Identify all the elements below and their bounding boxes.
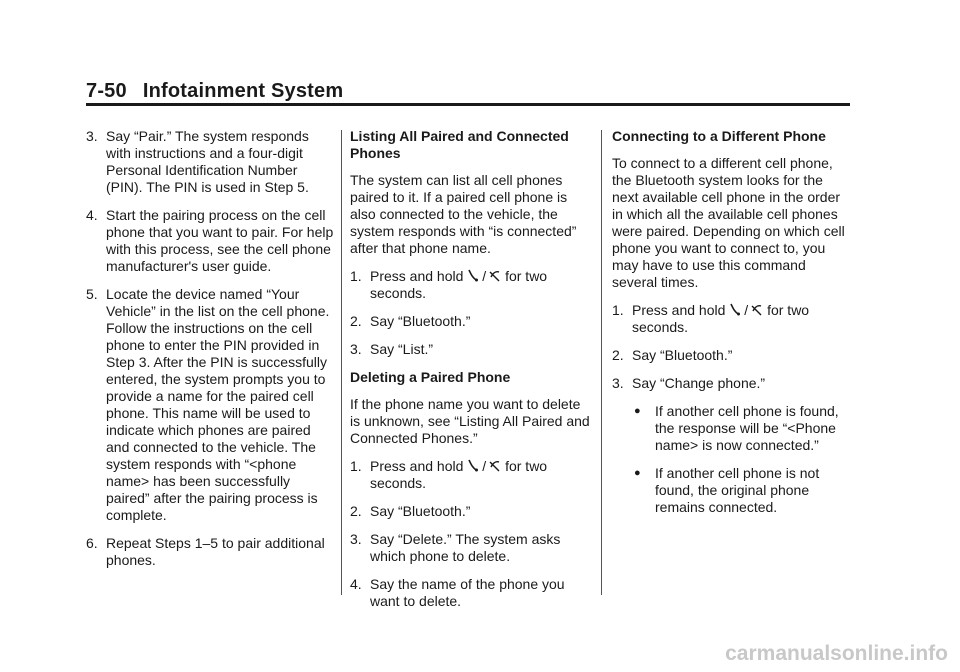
end-call-mute-icon [489, 459, 501, 473]
step-text: Say the name of the phone you want to delete. [370, 576, 565, 609]
step-number: 2. [350, 503, 362, 519]
step-number: 3. [350, 531, 362, 547]
column-1 [86, 128, 336, 580]
step-text: Locate the device named “Your Vehicle” in the list on the cell phone. Follow the instructions on the cell phone to enter the PIN provided in Step 3. After the PIN is successfully entered, the system prompts you to provide a name for the paired cell phone. This name will be used to indicate which phones are paired and connected to the vehicle. The system responds with “<phone name> has been successfully paired” after the pairing process is complete. [106, 286, 330, 523]
step-number: 2. [612, 347, 624, 363]
header-rule [86, 103, 850, 106]
step-number: 1. [350, 458, 362, 474]
step-number: 4. [350, 576, 362, 592]
step-text-prefix: Press and hold [370, 268, 464, 284]
icon-separator: / [744, 302, 749, 318]
step-text: Say “Bluetooth.” [632, 347, 733, 363]
bullet-dot: ● [634, 405, 641, 417]
step-number: 1. [612, 302, 624, 318]
list-item [350, 503, 590, 520]
paragraph: To connect to a different cell phone, the Bluetooth system looks for the next available cell phone in the order in which all the available cell phones were paired. Depending on which cell phone you want to connect to, you may have to use this command several times. [612, 155, 845, 290]
list-item [350, 341, 590, 358]
step-text [632, 302, 852, 336]
step-text-suffix: for two seconds. [370, 458, 548, 491]
bullet-text: If another cell phone is found, the response will be “<Phone name> is now connected.” [655, 403, 839, 453]
step-text [370, 458, 590, 492]
page-header [86, 80, 343, 103]
step-number: 3. [350, 341, 362, 357]
list-item [612, 302, 852, 336]
column-2 [350, 128, 590, 621]
column-3 [612, 128, 852, 527]
step-text [370, 268, 590, 302]
list-item [86, 535, 336, 569]
list-item [86, 128, 336, 196]
list-item [86, 286, 336, 524]
bullet-text: If another cell phone is not found, the original phone remains connected. [655, 465, 820, 515]
list-item [350, 268, 590, 302]
bullet-item [634, 403, 852, 454]
push-to-talk-icon [467, 269, 479, 283]
push-to-talk-icon [467, 459, 479, 473]
paragraph: If the phone name you want to delete is unknown, see “Listing All Paired and Connected Phones.” [350, 396, 590, 446]
list-item [612, 347, 852, 364]
icon-separator: / [482, 268, 487, 284]
list-item [86, 207, 336, 275]
step-number: 6. [86, 535, 98, 551]
step-number: 2. [350, 313, 362, 329]
end-call-mute-icon [751, 303, 763, 317]
bullet-item [634, 465, 852, 516]
page-number: 7-50 [86, 80, 127, 102]
step-text: Say “List.” [370, 341, 434, 357]
step-text-suffix: for two seconds. [370, 268, 548, 301]
push-to-talk-icon [729, 303, 741, 317]
step-text-prefix: Press and hold [632, 302, 726, 318]
page-title: Infotainment System [142, 80, 344, 102]
end-call-mute-icon [489, 269, 501, 283]
watermark: carmanualsonline.info [725, 642, 948, 665]
step-number: 1. [350, 268, 362, 284]
icon-separator: / [482, 458, 487, 474]
step-text: Say “Bluetooth.” [370, 313, 471, 329]
step-text: Start the pairing process on the cell phone that you want to pair. For help with this process, see the cell phone manufacturer's user guide. [106, 207, 334, 274]
step-number: 4. [86, 207, 98, 223]
list-item [350, 458, 590, 492]
column-divider-1 [341, 130, 342, 595]
section-heading-deleting: Deleting a Paired Phone [350, 369, 511, 385]
step-number: 5. [86, 286, 98, 302]
step-text: Repeat Steps 1–5 to pair additional phones. [106, 535, 325, 568]
section-heading-connecting: Connecting to a Different Phone [612, 128, 826, 144]
column-divider-2 [601, 130, 602, 595]
section-heading-listing: Listing All Paired and Connected Phones [350, 128, 569, 161]
list-item [350, 313, 590, 330]
step-text: Say “Bluetooth.” [370, 503, 471, 519]
list-item [350, 531, 590, 565]
paragraph: The system can list all cell phones paired to it. If a paired cell phone is also connected to the vehicle, the system responds with “is connected” after that phone name. [350, 172, 577, 256]
step-text-suffix: for two seconds. [632, 302, 810, 335]
list-item [350, 576, 590, 610]
bullet-dot: ● [634, 467, 641, 479]
step-text: Say “Pair.” The system responds with instructions and a four-digit Personal Identification Number (PIN). The PIN is used in Step 5. [106, 128, 309, 195]
step-text-prefix: Press and hold [370, 458, 464, 474]
step-text: Say “Delete.” The system asks which phone to delete. [370, 531, 561, 564]
step-number: 3. [612, 375, 624, 391]
list-item [612, 375, 852, 392]
step-number: 3. [86, 128, 98, 144]
step-text: Say “Change phone.” [632, 375, 766, 391]
